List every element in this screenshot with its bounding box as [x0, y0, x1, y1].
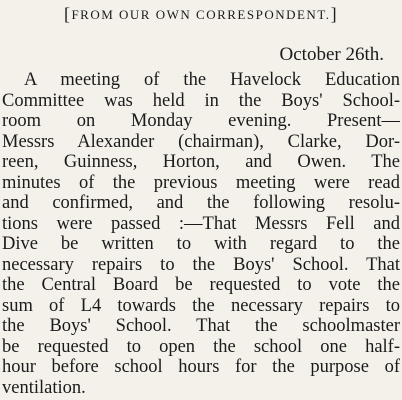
close-bracket: ] — [330, 4, 339, 24]
article-line: and confirmed, and the following resolu- — [2, 193, 400, 213]
article-line: be requested to open the school one half- — [2, 336, 400, 357]
article-line: Dive be written to with regard to the — [2, 234, 400, 254]
dateline: October 26th. — [279, 44, 384, 65]
byline-text: FROM OUR OWN CORRESPONDENT. — [71, 7, 331, 22]
article-line: Committee was held in the Boys' School- — [2, 90, 400, 111]
correspondent-byline — [0, 4, 402, 25]
article-line: Messrs Alexander (chairman), Clarke, Dor- — [2, 131, 400, 152]
article-body — [2, 70, 400, 398]
article-line: room on Monday evening. Present— — [2, 111, 400, 131]
article-line: the Central Board be requested to vote the — [2, 275, 400, 295]
article-line: ventilation. — [2, 377, 86, 398]
article-line: A meeting of the Havelock Education — [24, 70, 400, 90]
open-bracket: [ — [63, 4, 72, 24]
article-line: tions were passed :—That Messrs Fell and — [2, 213, 400, 234]
article-line: sum of L4 towards the necessary repairs to — [2, 295, 400, 316]
article-line: minutes of the previous meeting were read — [2, 172, 400, 193]
article-line: hour before school hours for the purpose of — [2, 357, 400, 377]
article-line: the Boys' School. That the schoolmaster — [2, 316, 400, 336]
article-line: reen, Guinness, Horton, and Owen. The — [2, 152, 400, 172]
article-line: necessary repairs to the Boys' School. That — [2, 254, 400, 275]
